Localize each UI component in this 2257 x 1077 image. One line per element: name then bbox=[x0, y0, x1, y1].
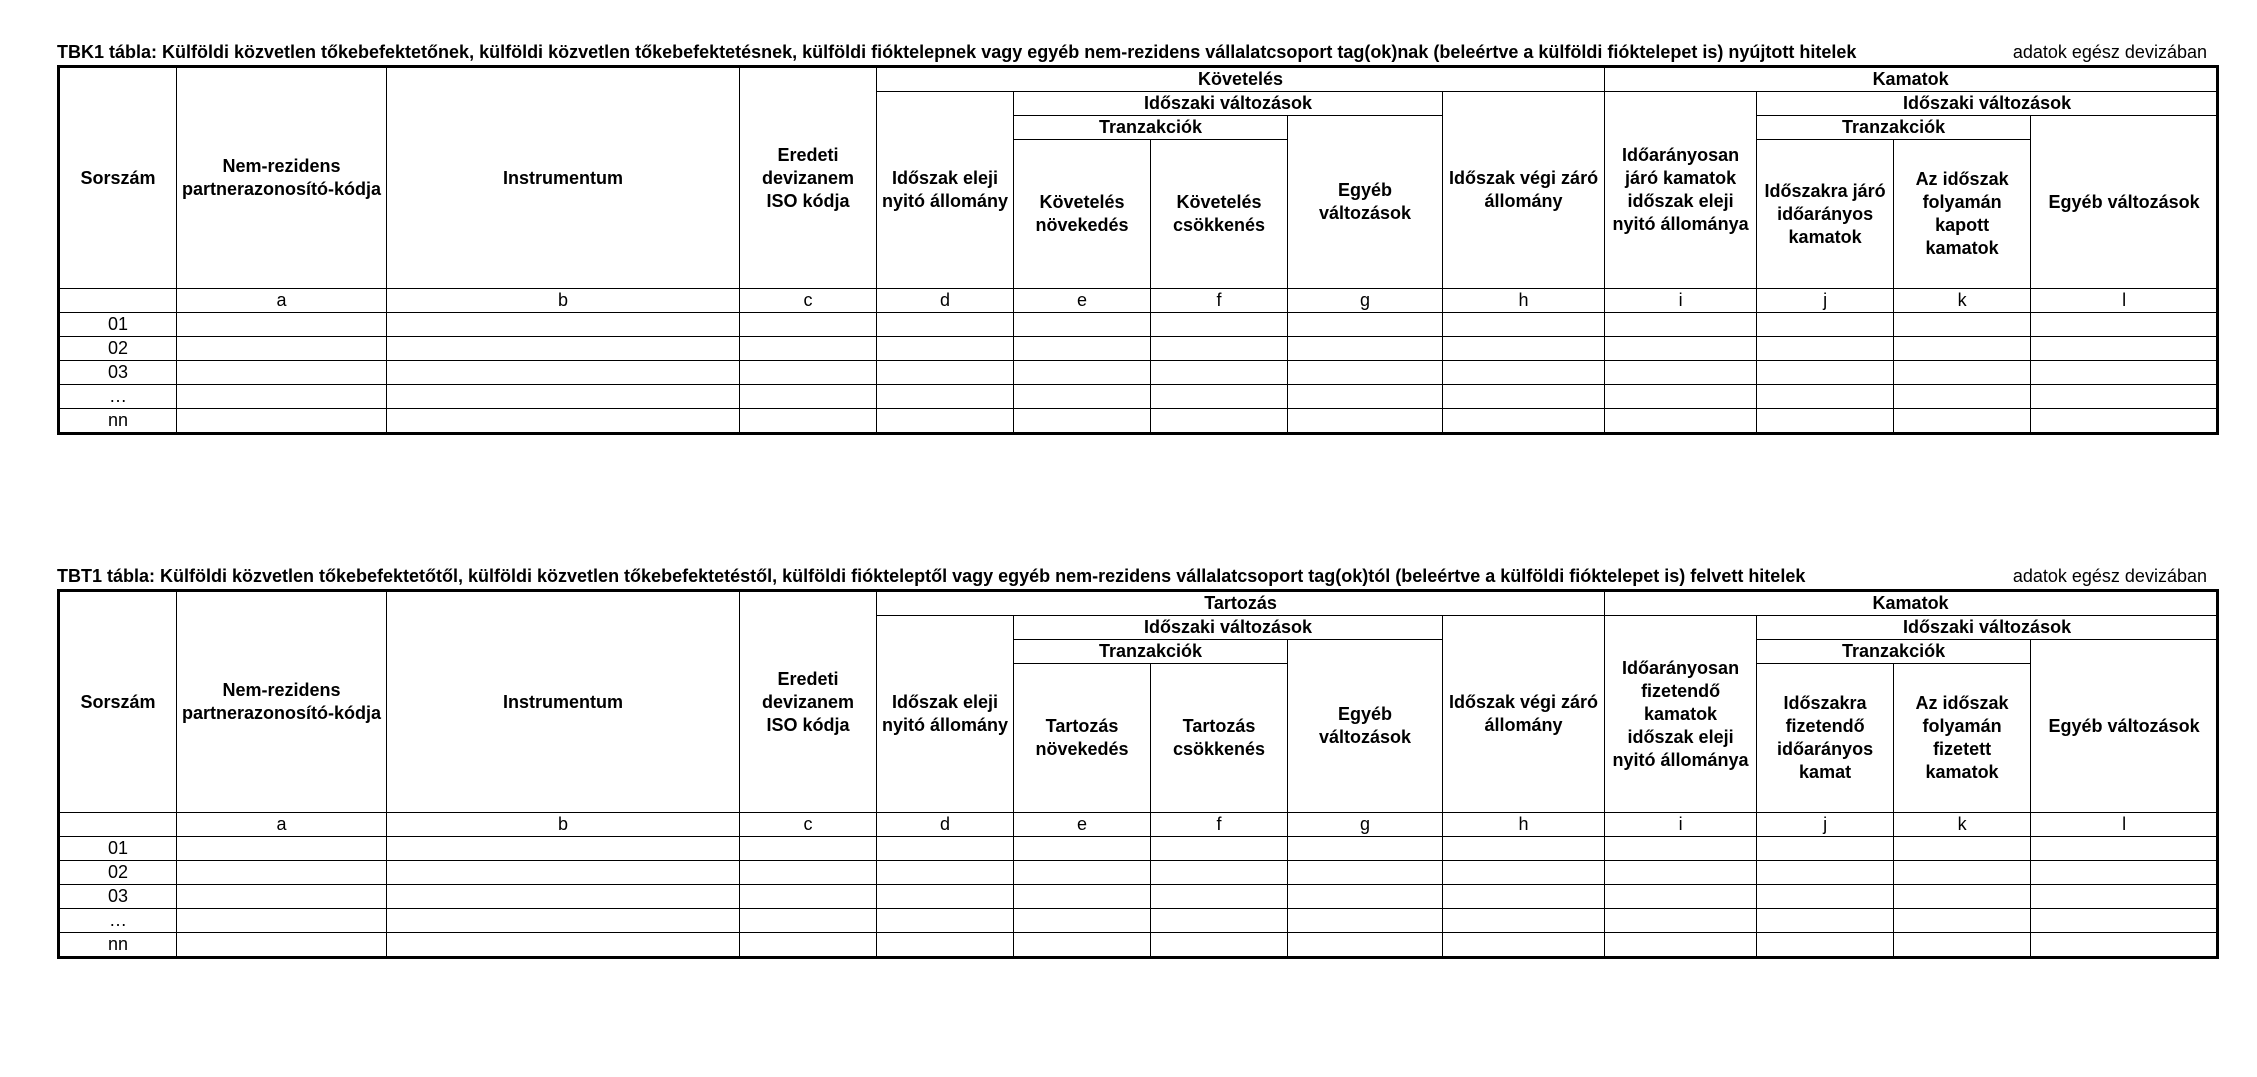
header-currency: Eredeti devizanem ISO kódja bbox=[740, 67, 877, 289]
header-group-interest: Kamatok bbox=[1605, 591, 2218, 616]
column-letter: a bbox=[177, 289, 387, 313]
data-cell[interactable] bbox=[1151, 861, 1288, 885]
data-cell[interactable] bbox=[1757, 861, 1894, 885]
data-cell[interactable] bbox=[740, 337, 877, 361]
data-cell[interactable] bbox=[1443, 409, 1605, 434]
data-cell[interactable] bbox=[877, 337, 1014, 361]
data-cell[interactable] bbox=[1014, 909, 1151, 933]
data-cell[interactable] bbox=[2031, 361, 2218, 385]
column-letter: d bbox=[877, 289, 1014, 313]
unit-note: adatok egész devizában bbox=[2012, 566, 2207, 586]
table-row bbox=[59, 409, 2218, 434]
header-changes-interest: Időszaki változások bbox=[1757, 616, 2218, 640]
data-cell[interactable] bbox=[1288, 933, 1443, 958]
tbt1-table-block bbox=[57, 566, 2207, 959]
column-letter: h bbox=[1443, 813, 1605, 837]
header-changes-interest: Időszaki változások bbox=[1757, 92, 2218, 116]
tbk1-table-block bbox=[57, 42, 2207, 435]
data-cell[interactable] bbox=[1605, 861, 1757, 885]
column-letter: b bbox=[387, 289, 740, 313]
table-title: TBK1 tábla: Külföldi közvetlen tőkebefektetőnek, külföldi közvetlen tőkebefektetésnek, külföldi fióktelepnek vagy egyéb nem-rezidens vállalatcsoport tag(ok)nak (beleértve a külföldi fióktelepet is) nyújtott hitelek bbox=[57, 42, 1857, 62]
header-changes-principal: Időszaki változások bbox=[1014, 616, 1443, 640]
column-letter: l bbox=[2031, 289, 2218, 313]
data-cell[interactable] bbox=[1014, 837, 1151, 861]
data-cell[interactable] bbox=[877, 885, 1014, 909]
data-cell[interactable] bbox=[1894, 385, 2031, 409]
header-transactions-interest: Tranzakciók bbox=[1757, 116, 2031, 140]
data-cell[interactable] bbox=[2031, 385, 2218, 409]
column-letter: i bbox=[1605, 813, 1757, 837]
row-number: … bbox=[59, 909, 177, 933]
data-cell[interactable] bbox=[1443, 933, 1605, 958]
data-cell[interactable] bbox=[1443, 337, 1605, 361]
data-cell[interactable] bbox=[740, 885, 877, 909]
data-cell[interactable] bbox=[877, 933, 1014, 958]
data-cell[interactable] bbox=[1757, 361, 1894, 385]
data-cell[interactable] bbox=[740, 409, 877, 434]
column-letter: c bbox=[740, 813, 877, 837]
data-cell[interactable] bbox=[1894, 837, 2031, 861]
column-letter: h bbox=[1443, 289, 1605, 313]
table-row bbox=[59, 885, 2218, 909]
column-letter: d bbox=[877, 813, 1014, 837]
data-table bbox=[57, 589, 2219, 959]
unit-note: adatok egész devizában bbox=[2012, 42, 2207, 62]
data-cell[interactable] bbox=[2031, 909, 2218, 933]
data-cell[interactable] bbox=[1014, 861, 1151, 885]
header-col-i: Időarányosan járó kamatok időszak eleji nyitó állománya bbox=[1605, 92, 1757, 289]
table-row bbox=[59, 385, 2218, 409]
data-cell[interactable] bbox=[1014, 361, 1151, 385]
data-cell[interactable] bbox=[1894, 885, 2031, 909]
data-cell[interactable] bbox=[1151, 313, 1288, 337]
header-col-l: Egyéb változások bbox=[2031, 116, 2218, 289]
data-cell[interactable] bbox=[1288, 885, 1443, 909]
data-cell[interactable] bbox=[1757, 409, 1894, 434]
data-cell[interactable] bbox=[1605, 885, 1757, 909]
data-cell[interactable] bbox=[1288, 909, 1443, 933]
header-col-k: Az időszak folyamán kapott kamatok bbox=[1894, 140, 2031, 289]
data-cell[interactable] bbox=[177, 837, 387, 861]
row-number: 03 bbox=[59, 361, 177, 385]
data-cell[interactable] bbox=[1151, 885, 1288, 909]
data-cell[interactable] bbox=[1757, 337, 1894, 361]
row-number: 02 bbox=[59, 861, 177, 885]
data-cell[interactable] bbox=[2031, 313, 2218, 337]
data-cell[interactable] bbox=[387, 837, 740, 861]
table-row bbox=[59, 337, 2218, 361]
data-cell[interactable] bbox=[177, 313, 387, 337]
data-cell[interactable] bbox=[740, 933, 877, 958]
data-cell[interactable] bbox=[1151, 409, 1288, 434]
header-transactions-interest: Tranzakciók bbox=[1757, 640, 2031, 664]
data-cell[interactable] bbox=[177, 861, 387, 885]
data-cell[interactable] bbox=[1894, 933, 2031, 958]
data-cell[interactable] bbox=[387, 933, 740, 958]
header-col-d: Időszak eleji nyitó állomány bbox=[877, 92, 1014, 289]
data-cell[interactable] bbox=[177, 885, 387, 909]
data-cell[interactable] bbox=[2031, 409, 2218, 434]
data-cell[interactable] bbox=[877, 313, 1014, 337]
header-col-j: Időszakra fizetendő időarányos kamat bbox=[1757, 664, 1894, 813]
column-letter: g bbox=[1288, 813, 1443, 837]
header-col-j: Időszakra járó időarányos kamatok bbox=[1757, 140, 1894, 289]
data-cell[interactable] bbox=[1443, 313, 1605, 337]
data-cell[interactable] bbox=[387, 385, 740, 409]
row-number: 01 bbox=[59, 837, 177, 861]
column-letter: f bbox=[1151, 813, 1288, 837]
data-cell[interactable] bbox=[877, 361, 1014, 385]
data-cell[interactable] bbox=[1443, 385, 1605, 409]
data-cell[interactable] bbox=[1757, 385, 1894, 409]
header-currency: Eredeti devizanem ISO kódja bbox=[740, 591, 877, 813]
data-cell[interactable] bbox=[1288, 409, 1443, 434]
header-partner-code: Nem-rezidens partnerazonosító-kódja bbox=[177, 67, 387, 289]
table-title: TBT1 tábla: Külföldi közvetlen tőkebefektetőtől, külföldi közvetlen tőkebefektetéstől, külföldi fiókteleptől vagy egyéb nem-rezidens vállalatcsoport tag(ok)tól (beleértve a külföldi fióktelepet is) felvett hitelek bbox=[57, 566, 1806, 586]
header-partner-code: Nem-rezidens partnerazonosító-kódja bbox=[177, 591, 387, 813]
data-cell[interactable] bbox=[1014, 385, 1151, 409]
data-cell[interactable] bbox=[1151, 837, 1288, 861]
column-letter: j bbox=[1757, 813, 1894, 837]
header-col-e: Követelés növekedés bbox=[1014, 140, 1151, 289]
row-number: … bbox=[59, 385, 177, 409]
data-cell[interactable] bbox=[1757, 837, 1894, 861]
data-cell[interactable] bbox=[1894, 313, 2031, 337]
data-cell[interactable] bbox=[1288, 385, 1443, 409]
data-cell[interactable] bbox=[387, 361, 740, 385]
data-cell[interactable] bbox=[387, 861, 740, 885]
column-letter: g bbox=[1288, 289, 1443, 313]
data-cell[interactable] bbox=[177, 385, 387, 409]
data-cell[interactable] bbox=[1014, 313, 1151, 337]
data-cell[interactable] bbox=[1605, 909, 1757, 933]
header-col-h: Időszak végi záró állomány bbox=[1443, 616, 1605, 813]
data-cell[interactable] bbox=[1151, 909, 1288, 933]
column-letter: e bbox=[1014, 289, 1151, 313]
data-cell[interactable] bbox=[387, 409, 740, 434]
header-sorszam: Sorszám bbox=[59, 67, 177, 289]
data-cell[interactable] bbox=[740, 385, 877, 409]
data-cell[interactable] bbox=[2031, 337, 2218, 361]
data-cell[interactable] bbox=[1014, 885, 1151, 909]
header-instrument: Instrumentum bbox=[387, 67, 740, 289]
data-cell[interactable] bbox=[1757, 313, 1894, 337]
data-cell[interactable] bbox=[1894, 337, 2031, 361]
header-instrument: Instrumentum bbox=[387, 591, 740, 813]
data-cell[interactable] bbox=[1605, 933, 1757, 958]
data-cell[interactable] bbox=[1151, 385, 1288, 409]
column-letter: i bbox=[1605, 289, 1757, 313]
data-cell[interactable] bbox=[877, 861, 1014, 885]
data-cell[interactable] bbox=[177, 337, 387, 361]
header-group-principal: Követelés bbox=[877, 67, 1605, 92]
data-cell[interactable] bbox=[1605, 837, 1757, 861]
header-col-f: Követelés csökkenés bbox=[1151, 140, 1288, 289]
data-cell[interactable] bbox=[177, 909, 387, 933]
data-cell[interactable] bbox=[1757, 933, 1894, 958]
header-col-e: Tartozás növekedés bbox=[1014, 664, 1151, 813]
data-cell[interactable] bbox=[1151, 933, 1288, 958]
data-cell[interactable] bbox=[1443, 361, 1605, 385]
column-letter: k bbox=[1894, 813, 2031, 837]
data-cell[interactable] bbox=[877, 837, 1014, 861]
letter-cell-blank bbox=[59, 813, 177, 837]
data-cell[interactable] bbox=[1443, 909, 1605, 933]
header-col-i: Időarányosan fizetendő kamatok időszak eleji nyitó állománya bbox=[1605, 616, 1757, 813]
data-cell[interactable] bbox=[1894, 909, 2031, 933]
data-cell[interactable] bbox=[740, 861, 877, 885]
header-col-k: Az időszak folyamán fizetett kamatok bbox=[1894, 664, 2031, 813]
data-cell[interactable] bbox=[1605, 313, 1757, 337]
table-row bbox=[59, 909, 2218, 933]
data-cell[interactable] bbox=[1288, 837, 1443, 861]
header-sorszam: Sorszám bbox=[59, 591, 177, 813]
data-cell[interactable] bbox=[1014, 337, 1151, 361]
column-letter: k bbox=[1894, 289, 2031, 313]
data-cell[interactable] bbox=[1288, 861, 1443, 885]
row-number: 02 bbox=[59, 337, 177, 361]
header-transactions-principal: Tranzakciók bbox=[1014, 640, 1288, 664]
letter-cell-blank bbox=[59, 289, 177, 313]
data-cell[interactable] bbox=[740, 361, 877, 385]
row-number: nn bbox=[59, 409, 177, 434]
data-cell[interactable] bbox=[1288, 313, 1443, 337]
column-letter: j bbox=[1757, 289, 1894, 313]
data-table bbox=[57, 65, 2219, 435]
data-cell[interactable] bbox=[1894, 409, 2031, 434]
table-row bbox=[59, 313, 2218, 337]
data-cell[interactable] bbox=[387, 313, 740, 337]
column-letter: b bbox=[387, 813, 740, 837]
data-cell[interactable] bbox=[1443, 861, 1605, 885]
data-cell[interactable] bbox=[387, 909, 740, 933]
data-cell[interactable] bbox=[1605, 385, 1757, 409]
data-cell[interactable] bbox=[877, 409, 1014, 434]
data-cell[interactable] bbox=[740, 909, 877, 933]
data-cell[interactable] bbox=[387, 337, 740, 361]
header-col-g: Egyéb változások bbox=[1288, 640, 1443, 813]
data-cell[interactable] bbox=[1151, 361, 1288, 385]
header-col-l: Egyéb változások bbox=[2031, 640, 2218, 813]
data-cell[interactable] bbox=[1605, 409, 1757, 434]
table-row bbox=[59, 933, 2218, 958]
data-cell[interactable] bbox=[1443, 885, 1605, 909]
header-group-principal: Tartozás bbox=[877, 591, 1605, 616]
header-col-h: Időszak végi záró állomány bbox=[1443, 92, 1605, 289]
table-row bbox=[59, 861, 2218, 885]
data-cell[interactable] bbox=[1014, 933, 1151, 958]
data-cell[interactable] bbox=[1605, 337, 1757, 361]
column-letter: f bbox=[1151, 289, 1288, 313]
data-cell[interactable] bbox=[877, 909, 1014, 933]
data-cell[interactable] bbox=[387, 885, 740, 909]
data-cell[interactable] bbox=[177, 933, 387, 958]
column-letter: c bbox=[740, 289, 877, 313]
data-cell[interactable] bbox=[1894, 361, 2031, 385]
data-cell[interactable] bbox=[2031, 861, 2218, 885]
row-number: 03 bbox=[59, 885, 177, 909]
data-cell[interactable] bbox=[2031, 837, 2218, 861]
data-cell[interactable] bbox=[2031, 885, 2218, 909]
table-row bbox=[59, 361, 2218, 385]
column-letter: l bbox=[2031, 813, 2218, 837]
data-cell[interactable] bbox=[1757, 909, 1894, 933]
data-cell[interactable] bbox=[1151, 337, 1288, 361]
data-cell[interactable] bbox=[1014, 409, 1151, 434]
data-cell[interactable] bbox=[740, 837, 877, 861]
header-transactions-principal: Tranzakciók bbox=[1014, 116, 1288, 140]
header-col-g: Egyéb változások bbox=[1288, 116, 1443, 289]
data-cell[interactable] bbox=[1605, 361, 1757, 385]
header-changes-principal: Időszaki változások bbox=[1014, 92, 1443, 116]
row-number: 01 bbox=[59, 313, 177, 337]
header-group-interest: Kamatok bbox=[1605, 67, 2218, 92]
data-cell[interactable] bbox=[177, 409, 387, 434]
data-cell[interactable] bbox=[740, 313, 877, 337]
data-cell[interactable] bbox=[877, 385, 1014, 409]
column-letter: a bbox=[177, 813, 387, 837]
data-cell[interactable] bbox=[177, 361, 387, 385]
table-row bbox=[59, 837, 2218, 861]
data-cell[interactable] bbox=[1894, 861, 2031, 885]
row-number: nn bbox=[59, 933, 177, 958]
data-cell[interactable] bbox=[1443, 837, 1605, 861]
column-letter: e bbox=[1014, 813, 1151, 837]
header-col-d: Időszak eleji nyitó állomány bbox=[877, 616, 1014, 813]
data-cell[interactable] bbox=[1288, 337, 1443, 361]
data-cell[interactable] bbox=[1288, 361, 1443, 385]
data-cell[interactable] bbox=[2031, 933, 2218, 958]
header-col-f: Tartozás csökkenés bbox=[1151, 664, 1288, 813]
data-cell[interactable] bbox=[1757, 885, 1894, 909]
